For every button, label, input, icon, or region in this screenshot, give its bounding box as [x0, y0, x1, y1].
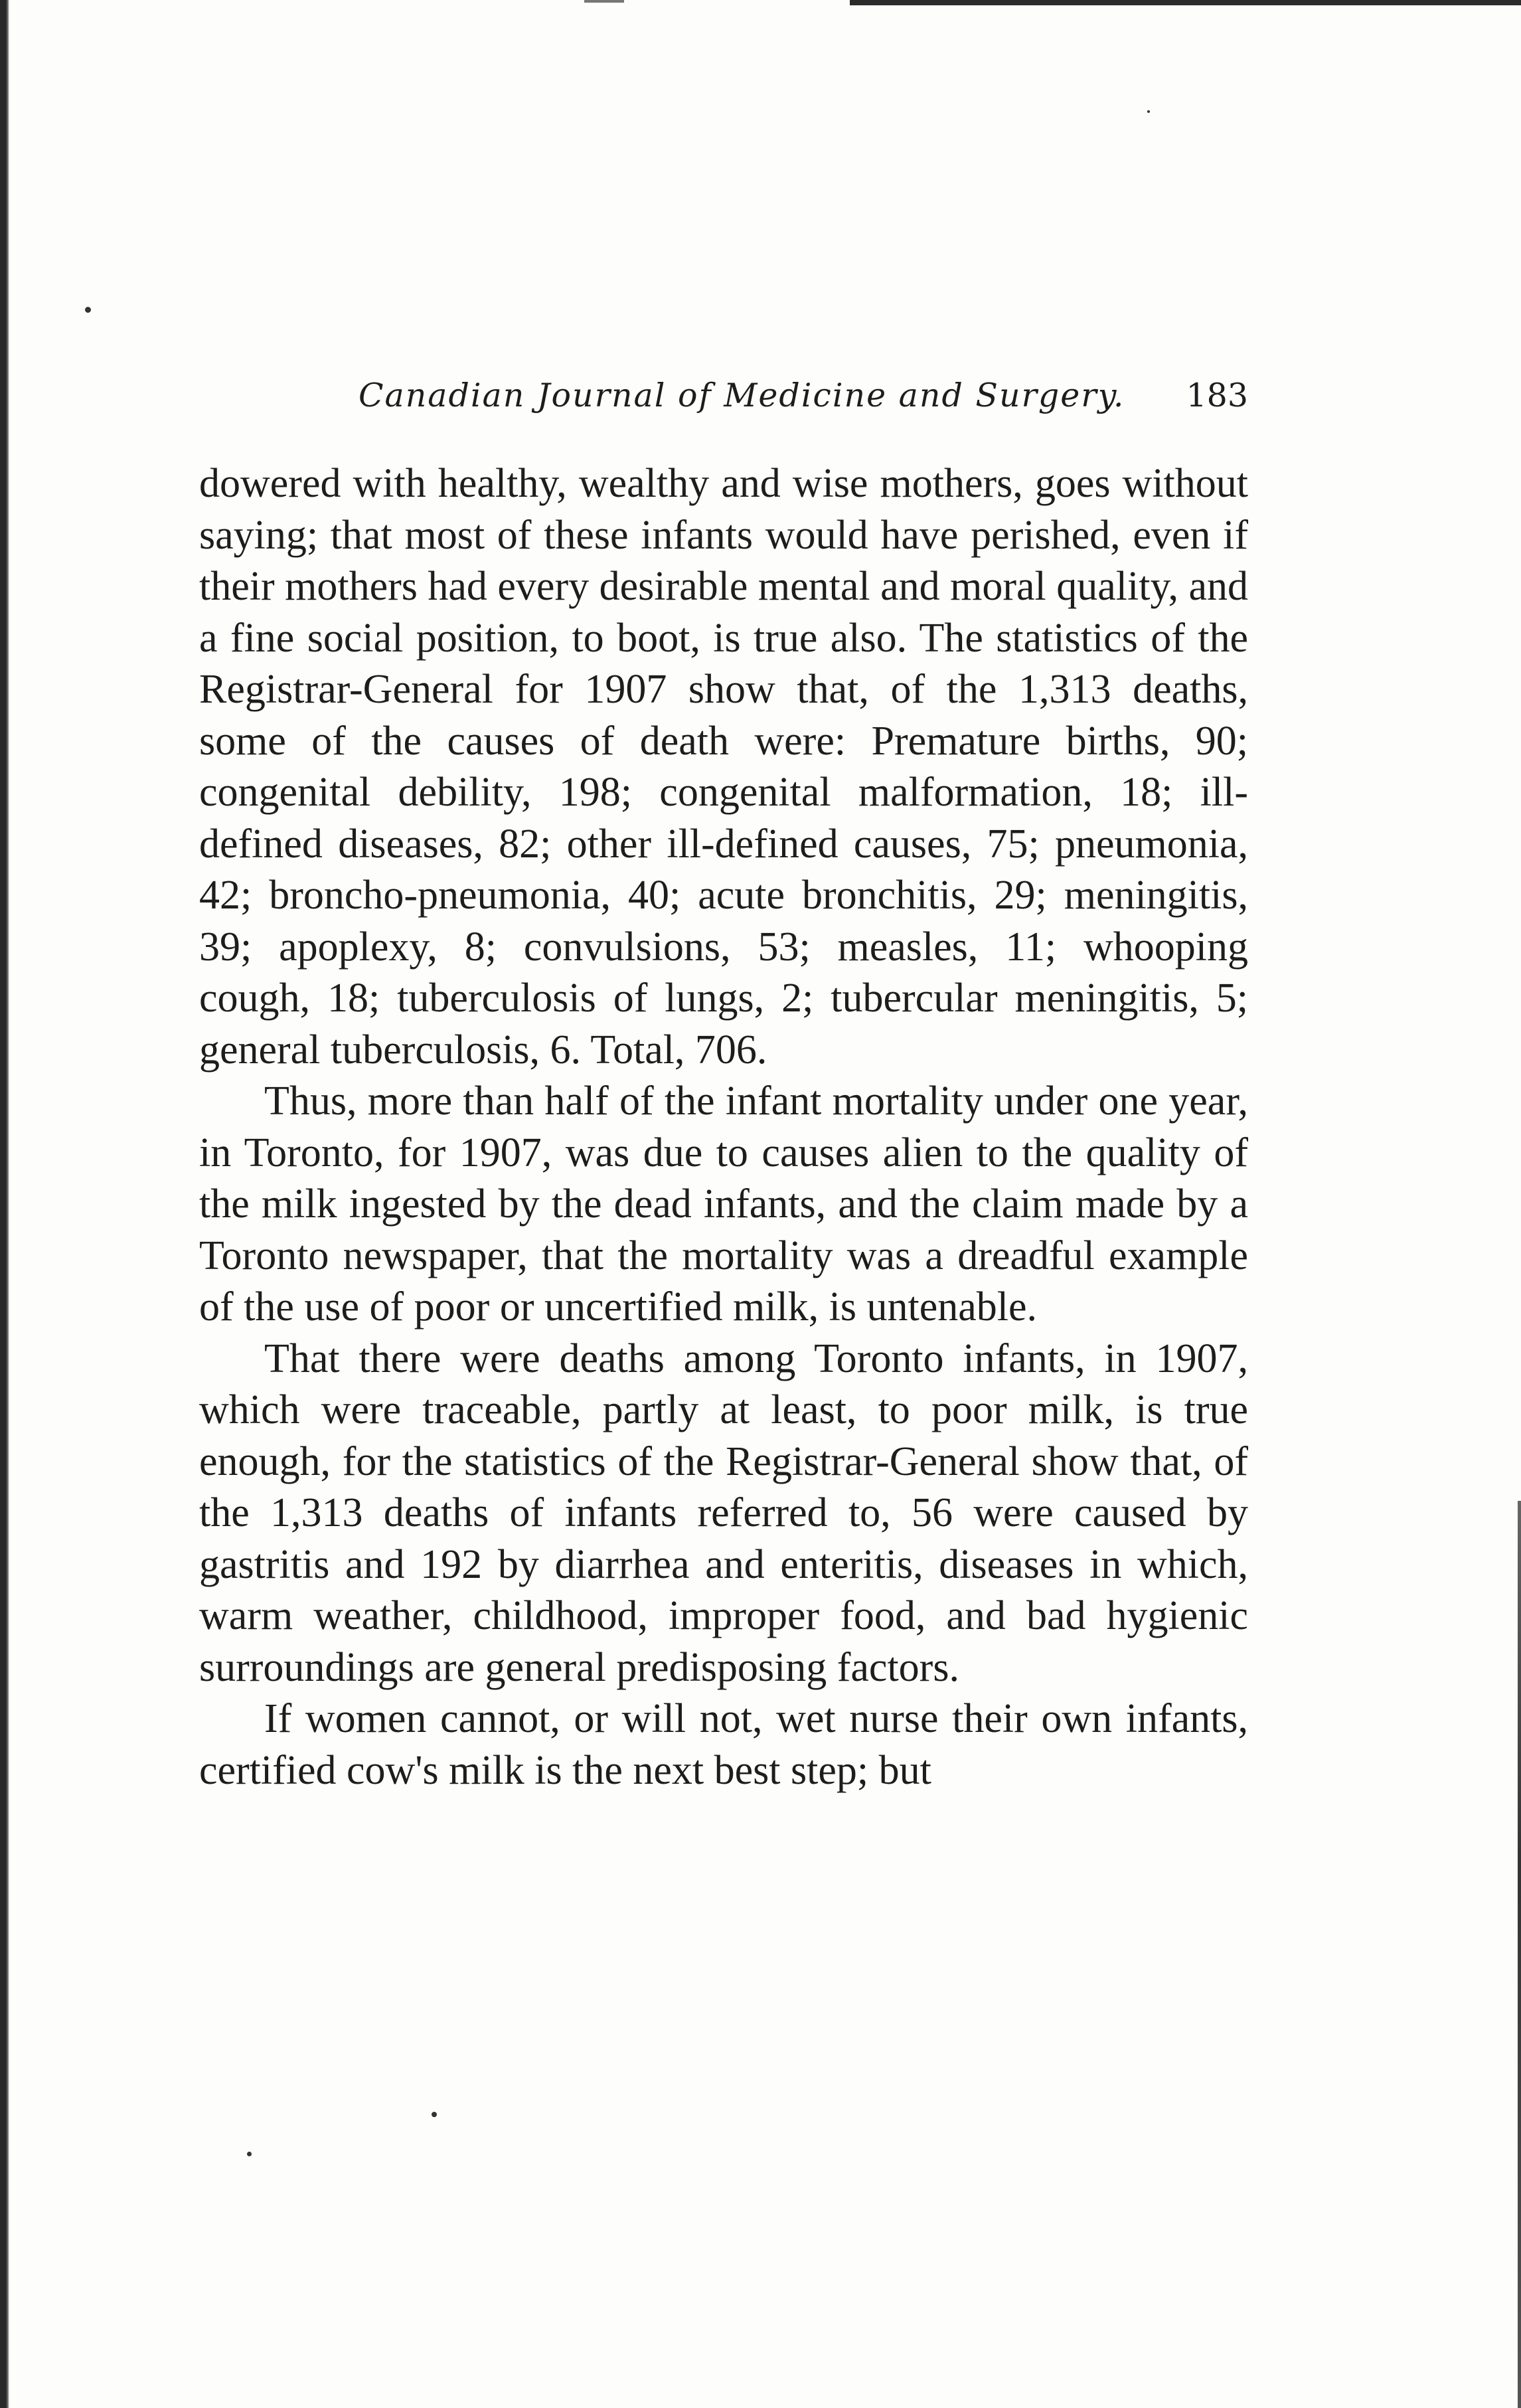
paragraph: That there were deaths among Toronto infants, in 1907, which were traceable, partly at least, to poor milk, is true enough, for the statistics of the Registrar-General show that, of the 1,313 deaths of infants referred to, 56 were caused by gastritis and 192 by diarrhea and enteritis, diseases in which, warm weather, childhood, improper food, and bad hygienic surroundings are general predisposing factors. — [199, 1335, 1248, 1690]
paragraph-continued: dowered with healthy, wealthy and wise mothers, goes without saying; that most of these infants would have perished, even if their mothers had every desirable mental and moral quality, and a fine social position, to boot, is true also. The statistics of the Registrar-General for 1907 show that, of the 1,313 deaths, some of the causes of death were: Premature births, 90; congenital debility, 198; congenital malformation, 18; ill-defined diseases, 82; other ill-defined causes, 75; pneumonia, 42; broncho-pneumonia, 40; acute bronchitis, 29; meningitis, 39; apoplexy, 8; convulsions, 53; measles, 11; whooping cough, 18; tuberculosis of lungs, 2; tubercular meningitis, 5; general tuberculosis, 6. Total, 706. — [199, 461, 1248, 1073]
running-head — [199, 369, 1248, 422]
scan-speck — [247, 2152, 252, 2156]
page-number: 183 — [1186, 377, 1248, 414]
scan-top-mark — [584, 0, 624, 3]
scan-speck — [1147, 110, 1150, 113]
scan-top-edge — [850, 0, 1521, 5]
scan-speck — [432, 2112, 437, 2117]
body-text — [199, 458, 1248, 1796]
scan-speck — [85, 307, 91, 313]
scan-right-edge — [1518, 1501, 1521, 2408]
paragraph: If women cannot, or will not, wet nurse their own infants, certified cow's milk is the next best step; but — [199, 1696, 1248, 1793]
scan-left-edge — [0, 0, 9, 2408]
paragraph: Thus, more than half of the infant mortality under one year, in Toronto, for 1907, was due to causes alien to the quality of the milk ingested by the dead infants, and the claim made by a Toronto newspaper, that the mortality was a dreadful example of the use of poor or uncertified milk, is untenable. — [199, 1078, 1248, 1330]
journal-title: Canadian Journal of Medicine and Surgery. — [359, 377, 1125, 414]
